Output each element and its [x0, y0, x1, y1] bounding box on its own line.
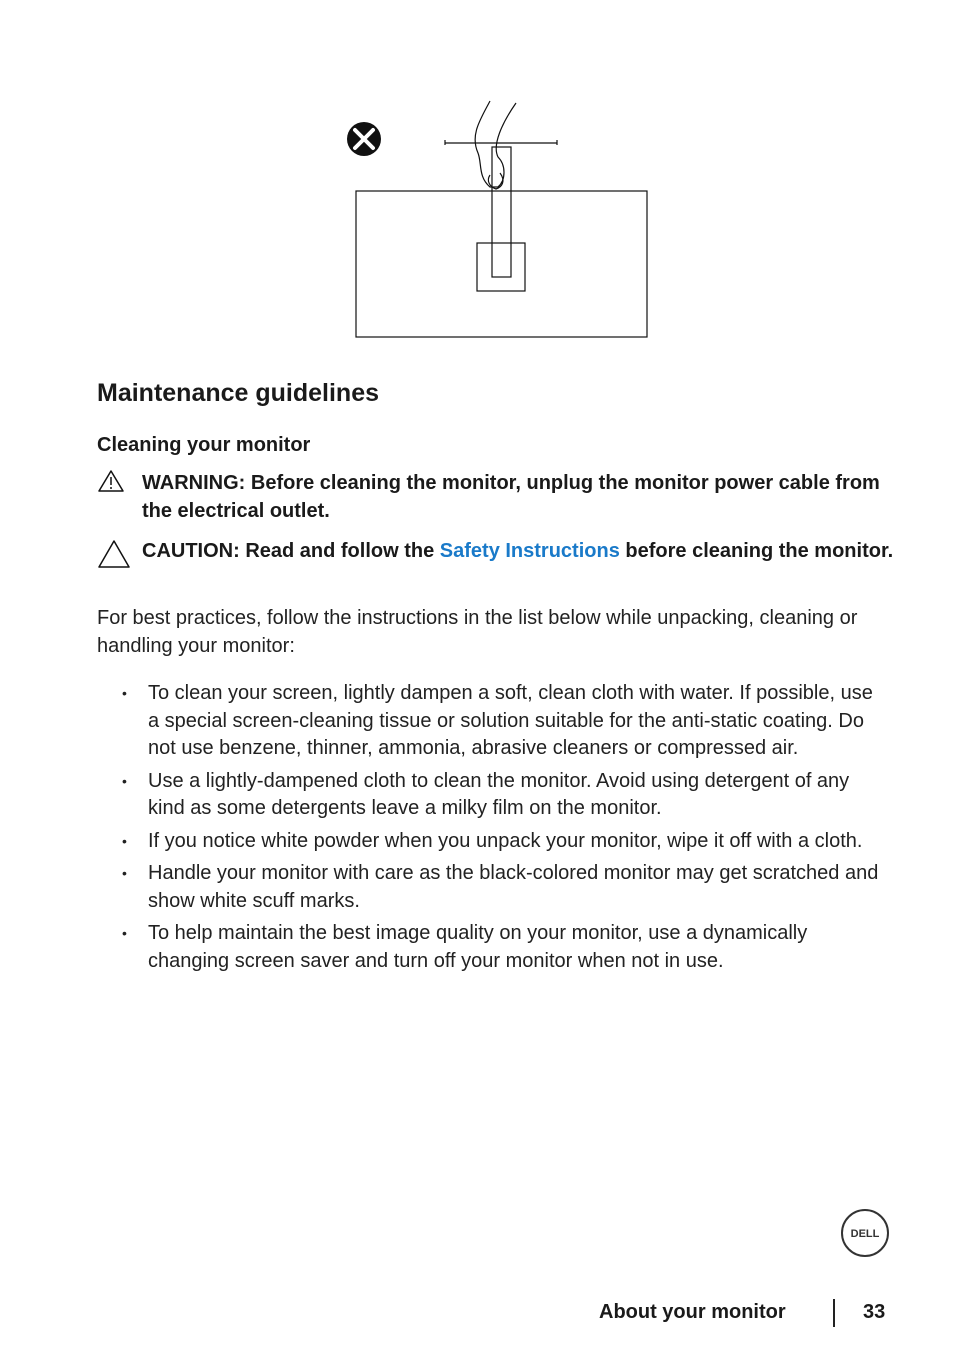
cleaning-tips-list	[120, 680, 880, 980]
list-item: • If you notice white powder when you unpack your monitor, wipe it off with a cloth.	[120, 828, 880, 856]
bullet-icon: •	[122, 685, 127, 701]
prohibited-icon	[347, 122, 381, 156]
monitor-drawing	[356, 101, 647, 337]
list-item: • To clean your screen, lightly dampen a soft, clean cloth with water. If possible, use a special screen-cleaning tissue or solution suitable for the anti-static coating. Do not use benzene, thinner, ammonia, abrasive cleaners or compressed air.	[122, 682, 873, 759]
intro-paragraph: For best practices, follow the instructions in the list below while unpacking, cleaning or handling your monitor:	[97, 607, 858, 657]
dell-logo-text: DELL	[850, 1228, 880, 1240]
caution-triangle-icon	[97, 537, 131, 571]
bullet-icon: •	[122, 925, 127, 941]
warning-triangle-icon	[97, 469, 125, 495]
bullet-icon: •	[122, 832, 127, 849]
bullet-icon: •	[122, 865, 127, 881]
bullet-icon: •	[122, 772, 127, 789]
safety-instructions-link[interactable]: Safety Instructions	[439, 540, 620, 562]
caution-notice	[97, 537, 897, 597]
dell-logo	[840, 1208, 890, 1258]
monitor-handling-illustration	[340, 95, 660, 345]
page-number: 33	[863, 1301, 886, 1323]
footer-divider	[833, 1299, 835, 1327]
warning-text: WARNING: Before cleaning the monitor, unplug the monitor power cable from the electrical outlet.	[142, 472, 880, 522]
list-item: • Handle your monitor with care as the black-colored monitor may get scratched and show white scuff marks.	[122, 862, 879, 912]
list-item: • To help maintain the best image quality on your monitor, use a dynamically changing screen saver and turn off your monitor when not in use.	[122, 922, 808, 972]
subsection-title: Cleaning your monitor	[97, 434, 311, 456]
warning-notice	[97, 469, 897, 529]
caution-prefix: CAUTION: Read and follow the	[142, 540, 440, 562]
list-item: • Use a lightly-dampened cloth to clean the monitor. Avoid using detergent of any kind as some detergents leave a milky film on the monitor.	[122, 769, 850, 819]
footer-chapter-title: About your monitor	[599, 1301, 786, 1323]
section-title: Maintenance guidelines	[97, 379, 380, 407]
caution-suffix: before cleaning the monitor.	[619, 540, 894, 562]
caution-text	[142, 537, 894, 565]
